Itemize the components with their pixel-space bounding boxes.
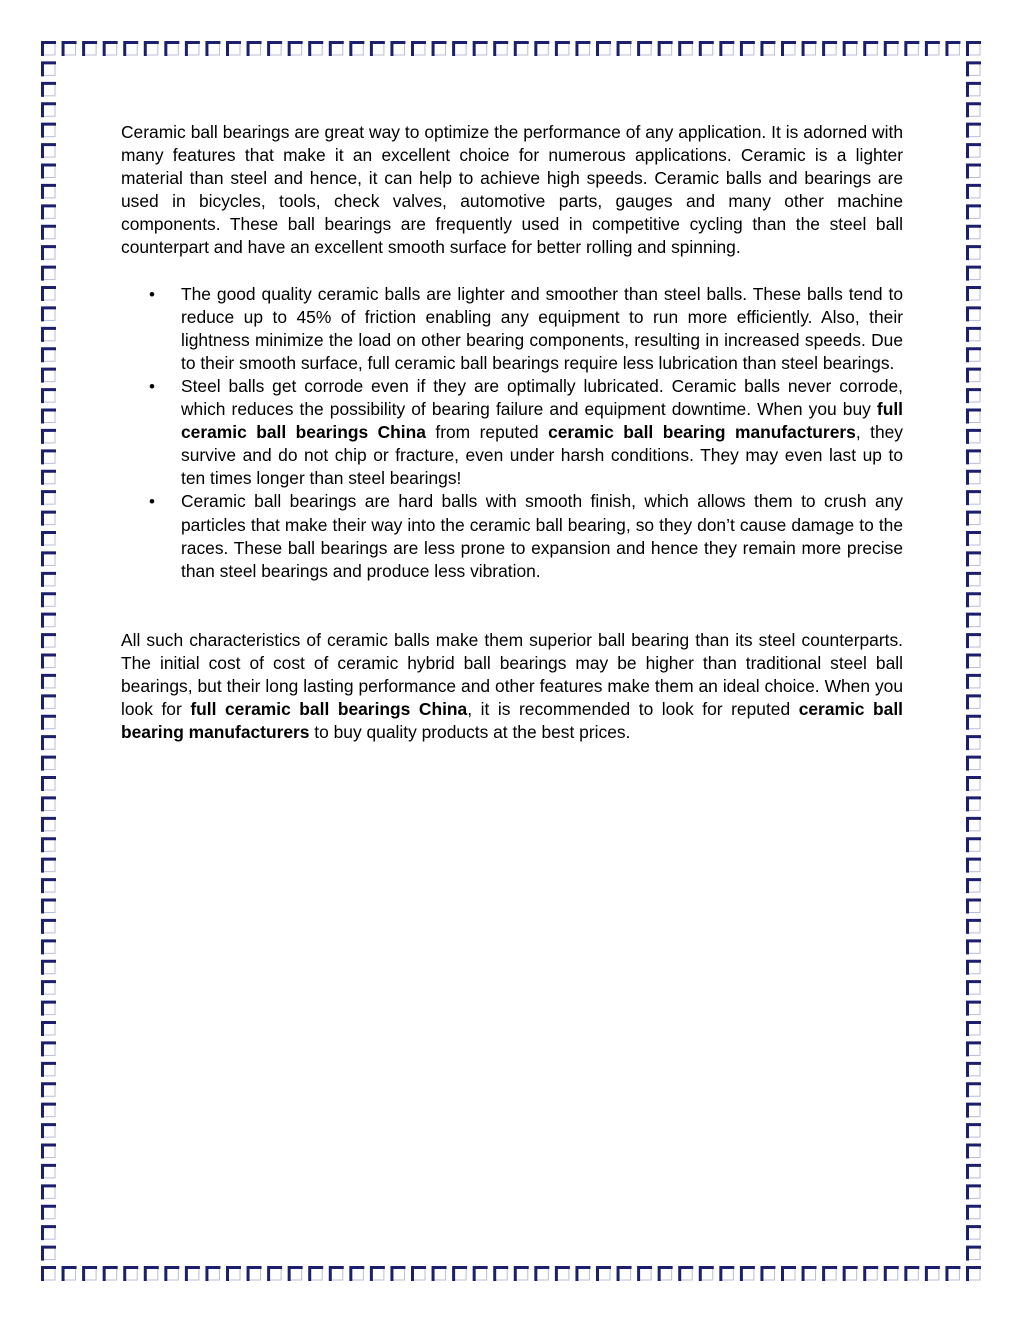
- border-motif: [865, 1268, 879, 1282]
- intro-paragraph: Ceramic ball bearings are great way to optimize the performance of any application. It is adorned with many features that make it an excellent choice for numerous applications. Ceramic is a lighter material than steel and hence, it can help to achieve high speeds. Ceramic balls and bearings are used in bicycles, tools, check valves, automotive parts, gauges and many other machine components. These ball bearings are frequently used in competitive cycling than the steel ball counterpart and have an excellent smooth surface for better rolling and spinning.: [121, 122, 903, 258]
- border-motif: [968, 308, 982, 322]
- border-motif: [43, 247, 57, 260]
- border-motif: [968, 961, 982, 975]
- border-motif: [741, 1268, 755, 1282]
- border-motif: [43, 43, 57, 57]
- border-motif: [968, 206, 982, 220]
- border-motif: [968, 941, 982, 955]
- border-motif: [43, 655, 57, 669]
- border-motif: [844, 1268, 858, 1282]
- border-motif: [43, 1268, 57, 1282]
- border-motif: [968, 880, 982, 894]
- border-motif: [495, 43, 509, 57]
- border-motif: [968, 185, 982, 199]
- border-motif: [536, 1268, 550, 1282]
- border-motif: [968, 1023, 982, 1037]
- border-motif: [43, 920, 57, 934]
- border-motif: [762, 43, 776, 57]
- border-motif: [680, 43, 694, 57]
- border-motif: [43, 696, 57, 710]
- border-motif: [968, 716, 982, 730]
- bullet-icon: •: [149, 376, 155, 396]
- border-motif: [104, 43, 118, 57]
- border-motif: [392, 43, 406, 57]
- border-motif: [43, 471, 57, 485]
- keyword-full-ceramic-ball-bearings-china: full ceramic ball bearings China: [181, 399, 903, 443]
- border-motif: [433, 1268, 447, 1282]
- border-motif: [289, 43, 303, 57]
- border-motif: [43, 185, 57, 199]
- border-motif: [43, 124, 57, 138]
- border-motif: [824, 1268, 838, 1282]
- border-motif: [43, 982, 57, 996]
- border-motif: [43, 941, 57, 955]
- border-motif: [125, 1268, 139, 1282]
- bullet-text-part: from reputed: [425, 422, 549, 443]
- document-body: [121, 121, 903, 744]
- border-motif: [556, 43, 570, 57]
- border-motif: [43, 1084, 57, 1098]
- border-motif: [454, 43, 468, 57]
- border-motif: [43, 1206, 57, 1220]
- border-motif: [43, 553, 57, 567]
- border-motif: [618, 1268, 632, 1282]
- border-motif: [906, 43, 920, 57]
- border-motif: [43, 267, 57, 281]
- border-motif: [474, 43, 488, 57]
- border-motif: [824, 43, 838, 57]
- border-motif: [43, 859, 57, 873]
- closing-text-part: , it is recommended to look for reputed: [467, 699, 799, 720]
- closing-text-part: to buy quality products at the best prices.: [309, 722, 631, 743]
- border-motif: [43, 1145, 57, 1159]
- border-motif: [968, 430, 982, 444]
- border-motif: [762, 1268, 776, 1282]
- list-item: [121, 283, 903, 375]
- border-motif: [947, 1268, 961, 1282]
- border-motif: [166, 1268, 180, 1282]
- border-motif: [968, 288, 982, 302]
- border-motif: [968, 1125, 982, 1139]
- border-motif: [968, 492, 982, 506]
- closing-text-part: All such characteristics of ceramic balls make them superior ball bearing than its steel counterparts. The initial cost of cost of ceramic hybrid ball bearings may be higher than traditional steel ball bearings, but their long lasting performance and other features make them an ideal choice. When you look for: [121, 629, 903, 720]
- border-motif: [228, 1268, 242, 1282]
- border-motif: [43, 328, 57, 342]
- border-motif: [968, 696, 982, 710]
- border-motif: [43, 533, 57, 547]
- border-motif: [968, 982, 982, 996]
- border-motif: [968, 226, 982, 240]
- border-motif: [721, 1268, 735, 1282]
- border-motif: [968, 757, 982, 771]
- border-motif: [43, 778, 57, 792]
- border-motif: [700, 43, 714, 57]
- border-motif: [43, 737, 57, 751]
- border-motif: [186, 43, 200, 57]
- border-motif: [968, 1227, 982, 1241]
- border-motif: [783, 43, 797, 57]
- border-motif: [43, 308, 57, 322]
- border-motif: [43, 430, 57, 444]
- border-motif: [43, 900, 57, 914]
- border-motif: [947, 43, 961, 57]
- border-motif: [43, 369, 57, 383]
- border-motif: [454, 1268, 468, 1282]
- border-motif: [639, 1268, 653, 1282]
- border-motif: [43, 818, 57, 832]
- border-motif: [207, 43, 221, 57]
- keyword-full-ceramic-ball-bearings-china: full ceramic ball bearings China: [190, 699, 468, 720]
- border-motif: [865, 43, 879, 57]
- border-motif: [968, 737, 982, 751]
- border-motif: [968, 43, 982, 57]
- border-motif: [783, 1268, 797, 1282]
- border-motif: [885, 1268, 899, 1282]
- border-motif: [926, 43, 940, 57]
- keyword-ceramic-ball-bearing-manufacturers: ceramic ball bearing manufacturers: [548, 422, 856, 443]
- border-motif: [43, 104, 57, 118]
- border-motif: [43, 83, 57, 97]
- border-motif: [680, 1268, 694, 1282]
- border-motif: [207, 1268, 221, 1282]
- border-motif: [330, 1268, 344, 1282]
- border-motif: [125, 43, 139, 57]
- border-motif: [968, 1002, 982, 1016]
- border-motif: [43, 1165, 57, 1179]
- border-motif: [968, 1145, 982, 1159]
- border-motif: [803, 1268, 817, 1282]
- border-motif: [371, 43, 385, 57]
- border-motif: [310, 43, 324, 57]
- border-motif: [269, 43, 283, 57]
- border-motif: [577, 43, 591, 57]
- border-motif: [968, 594, 982, 608]
- border-motif: [968, 512, 982, 526]
- bullet-text-part: Steel balls get corrode even if they are optimally lubricated. Ceramic balls never corrode, which reduces the possibility of bearing failure and equipment downtime. When you buy: [181, 375, 903, 420]
- border-motif: [968, 1165, 982, 1179]
- closing-paragraph: [121, 629, 903, 744]
- border-motif: [968, 655, 982, 669]
- border-motif: [43, 410, 57, 424]
- border-motif: [968, 1268, 982, 1282]
- border-motif: [885, 43, 899, 57]
- border-motif: [968, 798, 982, 812]
- border-motif: [43, 839, 57, 853]
- border-motif: [968, 1186, 982, 1200]
- border-motif: [968, 553, 982, 567]
- border-motif: [968, 1063, 982, 1077]
- border-motif: [968, 104, 982, 118]
- border-motif: [43, 206, 57, 220]
- bullet-text-part: , they survive and do not chip or fracture, even under harsh conditions. They may even last up to ten times longer than steel bearings!: [181, 422, 903, 489]
- border-motif: [351, 1268, 365, 1282]
- bullet-text: The good quality ceramic balls are lighter and smoother than steel balls. These balls tend to reduce up to 45% of friction enabling any equipment to run more efficiently. Also, their lightness minimize the load on other bearing components, resulting in increased speeds. Due to their smooth surface, full ceramic ball bearings require less lubrication than steel bearings.: [181, 283, 903, 373]
- bullet-icon: •: [149, 492, 155, 512]
- border-motif: [968, 410, 982, 424]
- border-motif: [968, 533, 982, 547]
- border-motif: [43, 349, 57, 363]
- border-motif: [248, 43, 261, 57]
- border-motif: [145, 1268, 159, 1282]
- border-motif: [43, 1104, 57, 1118]
- border-motif: [43, 492, 57, 506]
- border-motif: [269, 1268, 283, 1282]
- border-motif: [63, 1268, 77, 1282]
- border-motif: [968, 83, 982, 97]
- border-motif: [968, 778, 982, 792]
- border-motif: [659, 1268, 673, 1282]
- border-motif: [43, 390, 57, 404]
- border-motif: [43, 880, 57, 894]
- border-motif: [166, 43, 180, 57]
- border-motif: [310, 1268, 324, 1282]
- border-motif: [968, 675, 982, 689]
- border-motif: [43, 1247, 57, 1261]
- border-motif: [968, 124, 982, 138]
- border-motif: [618, 43, 632, 57]
- border-motif: [536, 43, 550, 57]
- border-motif: [43, 451, 57, 465]
- border-motif: [145, 43, 159, 57]
- border-motif: [228, 43, 242, 57]
- bullet-icon: •: [149, 284, 155, 304]
- border-motif: [330, 43, 344, 57]
- border-motif: [43, 1043, 57, 1057]
- border-motif: [968, 328, 982, 342]
- border-motif: [598, 43, 612, 57]
- border-motif: [968, 165, 982, 179]
- border-motif: [186, 1268, 200, 1282]
- border-motif: [43, 226, 57, 240]
- feature-bullet-list: [121, 283, 903, 583]
- border-motif: [515, 43, 529, 57]
- border-motif: [968, 390, 982, 404]
- border-motif: [433, 43, 447, 57]
- keyword-ceramic-ball-bearing-manufacturers: ceramic ball bearing manufacturers: [121, 699, 903, 743]
- bullet-text: Ceramic ball bearings are hard balls with smooth finish, which allows them to crush any particles that make their way into the ceramic ball bearing, so they don’t cause damage to the races. These ball bearings are less prone to expansion and hence they remain more precise than steel bearings and produce less vibration.: [181, 491, 903, 581]
- border-motif: [968, 635, 982, 649]
- border-motif: [43, 1023, 57, 1037]
- border-motif: [495, 1268, 509, 1282]
- border-motif: [968, 145, 982, 159]
- border-motif: [968, 247, 982, 260]
- border-motif: [84, 43, 98, 57]
- border-motif: [968, 267, 982, 281]
- list-item: [121, 490, 903, 582]
- border-motif: [968, 920, 982, 934]
- border-motif: [43, 1063, 57, 1077]
- border-motif: [968, 471, 982, 485]
- border-motif: [577, 1268, 591, 1282]
- border-motif: [968, 818, 982, 832]
- border-motif: [968, 451, 982, 465]
- border-motif: [413, 1268, 427, 1282]
- border-motif: [741, 43, 755, 57]
- border-motif: [43, 1125, 57, 1139]
- border-motif: [474, 1268, 488, 1282]
- border-motif: [968, 1043, 982, 1057]
- border-motif: [968, 573, 982, 587]
- border-motif: [43, 1002, 57, 1016]
- border-motif: [639, 43, 653, 57]
- border-motif: [968, 1084, 982, 1098]
- border-motif: [43, 798, 57, 812]
- border-motif: [926, 1268, 940, 1282]
- border-motif: [721, 43, 735, 57]
- border-motif: [968, 839, 982, 853]
- border-motif: [43, 165, 57, 179]
- border-motif: [289, 1268, 303, 1282]
- border-motif: [43, 288, 57, 302]
- border-motif: [371, 1268, 385, 1282]
- border-motif: [104, 1268, 118, 1282]
- border-motif: [63, 43, 77, 57]
- border-motif: [968, 369, 982, 383]
- border-motif: [43, 1227, 57, 1241]
- border-motif: [598, 1268, 612, 1282]
- border-motif: [556, 1268, 570, 1282]
- border-motif: [43, 961, 57, 975]
- border-motif: [43, 1186, 57, 1200]
- border-motif: [43, 145, 57, 159]
- border-motif: [515, 1268, 529, 1282]
- border-motif: [84, 1268, 98, 1282]
- border-motif: [659, 43, 673, 57]
- border-motif: [906, 1268, 920, 1282]
- border-motif: [968, 63, 982, 76]
- border-motif: [803, 43, 817, 57]
- border-motif: [844, 43, 858, 57]
- border-motif: [700, 1268, 714, 1282]
- border-motif: [413, 43, 427, 57]
- border-motif: [248, 1268, 261, 1282]
- border-motif: [43, 594, 57, 608]
- border-motif: [43, 512, 57, 526]
- border-motif: [43, 635, 57, 649]
- border-motif: [43, 573, 57, 587]
- border-motif: [43, 63, 57, 76]
- border-motif: [968, 1104, 982, 1118]
- border-motif: [968, 859, 982, 873]
- border-motif: [43, 614, 57, 628]
- border-motif: [968, 1206, 982, 1220]
- border-motif: [43, 757, 57, 771]
- border-motif: [968, 1247, 982, 1261]
- border-motif: [968, 900, 982, 914]
- border-motif: [43, 675, 57, 689]
- border-motif: [968, 349, 982, 363]
- border-motif: [392, 1268, 406, 1282]
- border-motif: [968, 614, 982, 628]
- border-motif: [43, 716, 57, 730]
- list-item: [121, 375, 903, 490]
- border-motif: [351, 43, 365, 57]
